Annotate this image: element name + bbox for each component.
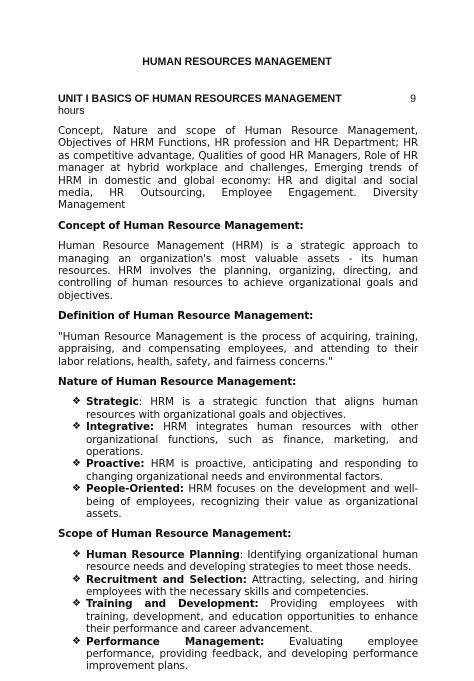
scope-term: Training and Development: (86, 598, 259, 611)
scope-term: Performance Management: (86, 635, 265, 648)
list-item (58, 458, 418, 483)
diamond-bullet-icon: ❖ (72, 458, 81, 470)
nature-term: Proactive: (86, 458, 145, 471)
list-item (58, 483, 418, 520)
diamond-bullet-icon: ❖ (72, 598, 81, 610)
unit-heading: UNIT I BASICS OF HUMAN RESOURCES MANAGEMENT (58, 93, 342, 105)
list-item (58, 598, 418, 635)
list-item (58, 574, 418, 599)
nature-list (58, 396, 418, 520)
diamond-bullet-icon: ❖ (72, 483, 81, 495)
list-item (58, 636, 418, 673)
diamond-bullet-icon: ❖ (72, 635, 81, 647)
diamond-bullet-icon: ❖ (72, 421, 81, 433)
concept-heading: Concept of Human Resource Management: (58, 219, 304, 232)
document-title: HUMAN RESOURCES MANAGEMENT (142, 56, 332, 68)
list-item (58, 396, 418, 421)
nature-text: HRM integrates human resources with other organizational functions, such as finance, marketing, and operations. (86, 421, 418, 458)
definition-heading: Definition of Human Resource Management: (58, 310, 314, 323)
concept-text: Human Resource Management (HRM) is a strategic approach to managing an organization's most valuable assets - its human resources. HRM involves the planning, organizing, directing, and controlling of human resources to achieve organizational goals and objectives. (58, 240, 418, 302)
diamond-bullet-icon: ❖ (72, 573, 81, 585)
unit-header (58, 93, 418, 105)
nature-text: HRM focuses on the development and well-being of employees, recognizing their value as organizational assets. (86, 483, 418, 520)
scope-term: Human Resource Planning (86, 548, 240, 561)
scope-text: Evaluating employee performance, providing feedback, and developing performance improvement plans. (86, 635, 418, 673)
unit-hours-value: 9 (410, 93, 416, 105)
document-body (58, 93, 418, 681)
diamond-bullet-icon: ❖ (72, 396, 81, 408)
scope-text: : Identifying organizational human resource needs and developing strategies to meet those needs. (86, 548, 418, 574)
scope-text: Attracting, selecting, and hiring employees with the necessary skills and competencies. (86, 573, 418, 598)
nature-term: Strategic (86, 396, 139, 409)
scope-term: Recruitment and Selection: (86, 573, 247, 586)
nature-term: People-Oriented: (86, 483, 184, 496)
nature-heading: Nature of Human Resource Management: (58, 375, 297, 388)
scope-list (58, 549, 418, 673)
nature-term: Integrative: (86, 421, 154, 434)
list-item (58, 549, 418, 574)
list-item (58, 421, 418, 458)
unit-hours-label: hours (58, 105, 85, 117)
definition-text: "Human Resource Management is the process of acquiring, training, appraising, and compensating employees, and attending to their labor relations, health, safety, and fairness concerns." (58, 330, 418, 368)
scope-heading: Scope of Human Resource Management: (58, 528, 292, 541)
nature-text: HRM is proactive, anticipating and responding to changing organizational needs and environmental factors. (86, 458, 418, 483)
nature-text: : HRM is a strategic function that aligns human resources with organizational goals and objectives. (86, 396, 418, 421)
diamond-bullet-icon: ❖ (72, 548, 81, 560)
scope-text: Providing employees with training, development, and education opportunities to enhance their performance and career advancement. (86, 598, 418, 636)
unit-syllabus-text: Concept, Nature and scope of Human Resource Management, Objectives of HRM Functions, HR profession and HR Department; HR as competitive advantage, Qualities of good HR Managers, Role of HR manager at hybrid workplace and challenges, Emerging trends of HRM in domestic and global economy: HR and digital and social media, HR Outsourcing, Employee Engagement. Diversity Management (58, 125, 418, 212)
